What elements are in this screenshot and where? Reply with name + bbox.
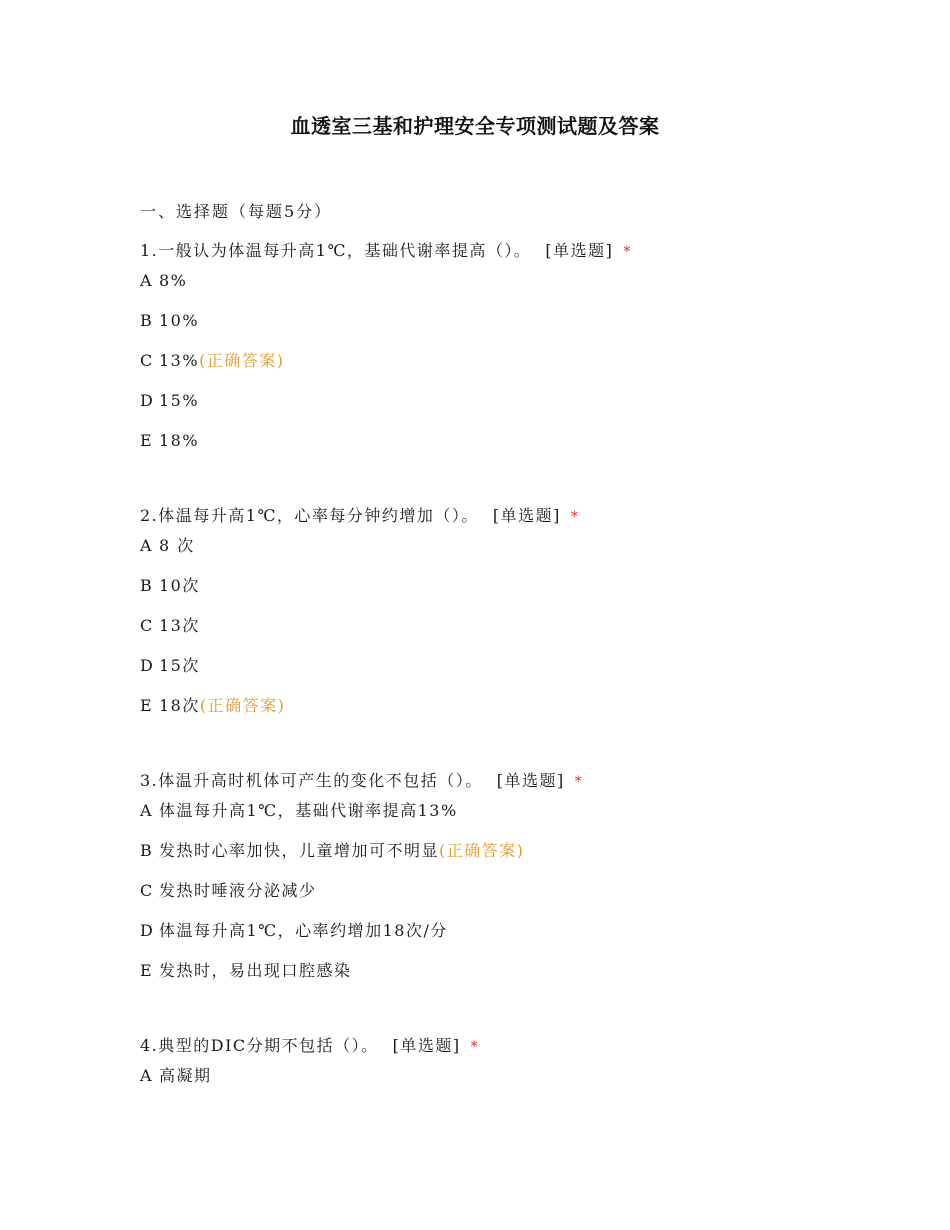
option-a: [140, 266, 900, 306]
option-letter: B: [140, 841, 154, 860]
option-text: 发热时心率加快，儿童增加可不明显: [159, 841, 440, 860]
option-letter: C: [140, 881, 154, 900]
question-type-label: [单选题]: [496, 771, 565, 790]
option-c: [140, 611, 900, 651]
option-letter: A: [140, 271, 154, 290]
question-stem-row: [140, 766, 900, 796]
option-text: 8%: [159, 271, 188, 290]
option-text: 发热时唾液分泌减少: [159, 881, 317, 900]
option-letter: A: [140, 801, 154, 820]
required-star-icon: *: [570, 509, 580, 525]
option-e: [140, 691, 900, 731]
correct-answer-mark: (正确答案): [439, 841, 525, 860]
option-text: 15%: [159, 391, 200, 410]
option-text: 18%: [159, 431, 200, 450]
option-letter: B: [140, 311, 154, 330]
option-letter: D: [140, 391, 155, 410]
question-type-label: [单选题]: [545, 241, 614, 260]
option-text: 高凝期: [159, 1066, 212, 1085]
question-block: [140, 1031, 900, 1101]
option-text: 体温每升高1℃，心率约增加18次/分: [159, 921, 448, 940]
option-text: 15次: [159, 656, 200, 675]
option-text: 10%: [159, 311, 200, 330]
required-star-icon: *: [470, 1039, 480, 1055]
required-star-icon: *: [574, 774, 584, 790]
question-stem: 2.体温每升高1℃，心率每分钟约增加（）。: [140, 506, 479, 525]
question-block: [140, 501, 900, 731]
required-star-icon: *: [623, 244, 632, 260]
question-type-label: [单选题]: [492, 506, 561, 525]
option-letter: D: [140, 921, 155, 940]
option-b: [140, 306, 900, 346]
option-letter: B: [140, 576, 154, 595]
option-a: [140, 1061, 900, 1101]
section-heading: 一、选择题（每题5分）: [140, 202, 333, 221]
option-letter: E: [140, 961, 154, 980]
option-letter: D: [140, 656, 155, 675]
question-type-label: [单选题]: [392, 1036, 461, 1055]
question-block: [140, 236, 900, 466]
question-stem: 4.典型的DIC分期不包括（）。: [140, 1036, 379, 1055]
option-text: 13次: [159, 616, 200, 635]
option-text: 18次: [159, 696, 200, 715]
option-letter: C: [140, 616, 154, 635]
option-c: [140, 876, 900, 916]
question-stem-row: [140, 1031, 900, 1061]
option-letter: A: [140, 536, 154, 555]
option-text: 体温每升高1℃，基础代谢率提高13%: [159, 801, 458, 820]
option-e: [140, 956, 900, 996]
option-a: [140, 796, 900, 836]
option-b: [140, 836, 900, 876]
question-stem-row: [140, 236, 900, 266]
option-d: [140, 916, 900, 956]
correct-answer-mark: (正确答案): [199, 351, 285, 370]
option-letter: A: [140, 1066, 154, 1085]
document-title: 血透室三基和护理安全专项测试题及答案: [290, 114, 660, 138]
question-block: [140, 766, 900, 996]
question-stem-row: [140, 501, 900, 531]
option-letter: E: [140, 431, 154, 450]
option-text: 10次: [159, 576, 200, 595]
option-d: [140, 651, 900, 691]
option-d: [140, 386, 900, 426]
option-text: 13%: [159, 351, 200, 370]
option-a: [140, 531, 900, 571]
option-e: [140, 426, 900, 466]
option-text: 发热时，易出现口腔感染: [159, 961, 352, 980]
option-letter: E: [140, 696, 154, 715]
option-text: 8 次: [159, 536, 195, 555]
option-c: [140, 346, 900, 386]
correct-answer-mark: (正确答案): [199, 696, 286, 715]
question-stem: 1.一般认为体温每升高1℃，基础代谢率提高（）。: [140, 241, 532, 260]
option-letter: C: [140, 351, 154, 370]
question-stem: 3.体温升高时机体可产生的变化不包括（）。: [140, 771, 483, 790]
option-b: [140, 571, 900, 611]
